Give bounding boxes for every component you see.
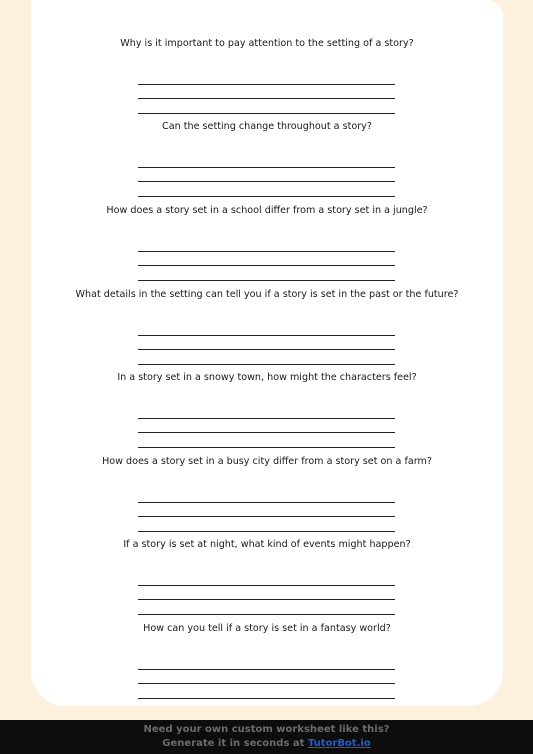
answer-line[interactable] <box>138 364 395 365</box>
question-text: What details in the setting can tell you if a story is set in the past or the future? <box>75 289 459 300</box>
answer-line[interactable] <box>138 265 395 266</box>
question-text: How does a story set in a busy city differ from a story set on a farm? <box>102 456 432 467</box>
answer-line[interactable] <box>138 698 395 699</box>
answer-line[interactable] <box>138 683 395 684</box>
question-text: Why is it important to pay attention to the setting of a story? <box>120 38 414 49</box>
answer-line[interactable] <box>138 113 395 114</box>
question-block <box>31 288 503 302</box>
answer-line[interactable] <box>138 349 395 350</box>
answer-line[interactable] <box>138 98 395 99</box>
answer-line[interactable] <box>138 167 395 168</box>
answer-line[interactable] <box>138 599 395 600</box>
question-block <box>31 204 503 218</box>
answer-line[interactable] <box>138 447 395 448</box>
answer-line[interactable] <box>138 669 395 670</box>
answer-line[interactable] <box>138 181 395 182</box>
tutorbot-link[interactable]: TutorBot.io <box>307 738 371 749</box>
worksheet-sheet <box>31 16 503 706</box>
answer-line[interactable] <box>138 502 395 503</box>
promo-subline-text: Generate it in seconds at <box>162 738 308 749</box>
answer-line[interactable] <box>138 84 395 85</box>
question-block <box>31 622 503 636</box>
promo-headline: Need your own custom worksheet like this? <box>143 724 390 735</box>
answer-line[interactable] <box>138 585 395 586</box>
answer-line[interactable] <box>138 418 395 419</box>
question-block <box>31 455 503 469</box>
answer-line[interactable] <box>138 516 395 517</box>
question-text: How can you tell if a story is set in a fantasy world? <box>143 623 391 634</box>
answer-line[interactable] <box>138 531 395 532</box>
promo-subline <box>0 737 533 751</box>
question-text: Can the setting change throughout a story? <box>162 121 372 132</box>
question-text: In a story set in a snowy town, how might the characters feel? <box>117 372 417 383</box>
answer-line[interactable] <box>138 335 395 336</box>
question-block <box>31 538 503 552</box>
answer-line[interactable] <box>138 432 395 433</box>
question-block <box>31 37 503 51</box>
question-block <box>31 120 503 134</box>
answer-line[interactable] <box>138 280 395 281</box>
question-text: How does a story set in a school differ from a story set in a jungle? <box>106 205 428 216</box>
promo-footer <box>0 720 533 754</box>
answer-line[interactable] <box>138 251 395 252</box>
answer-line[interactable] <box>138 196 395 197</box>
question-block <box>31 371 503 385</box>
answer-line[interactable] <box>138 614 395 615</box>
question-text: If a story is set at night, what kind of events might happen? <box>123 539 411 550</box>
